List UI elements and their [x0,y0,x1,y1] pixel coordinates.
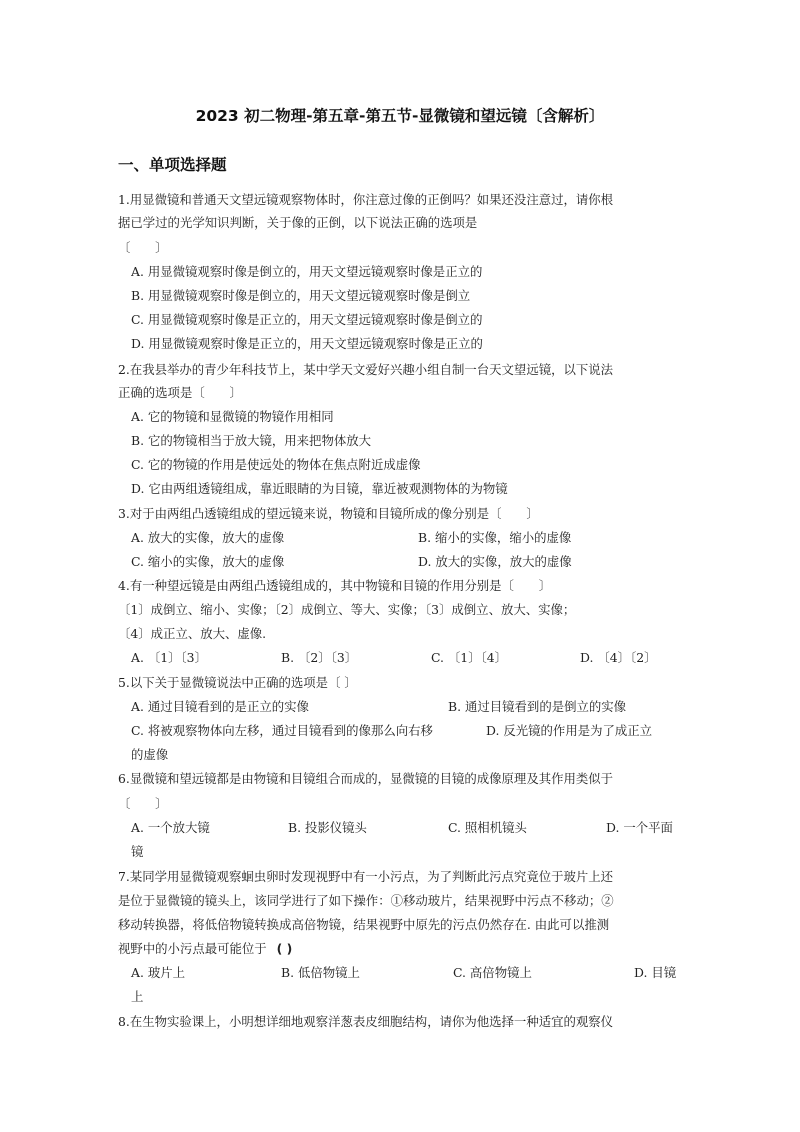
page-title: 2023 初二物理-第五章-第五节-显微镜和望远镜〔含解析〕 [195,107,605,125]
q3-stem: 3.对于由两组凸透镜组成的望远镜来说，物镜和目镜所成的像分别是〔 〕 [118,506,539,521]
q8-stem-line-1: 8.在生物实验课上，小明想详细地观察洋葱表皮细胞结构，请你为他选择一种适宜的观察仪 [118,1014,614,1029]
q5-stem: 5.以下关于显微镜说法中正确的选项是〔 〕 [118,675,357,690]
q2-stem-line-2: 正确的选项是〔 〕 [118,385,242,400]
q3-option-c: C. 缩小的实像，放大的虚像 [131,554,285,569]
q7-stem-text: 视野中的小污点最可能位于 [118,941,267,956]
q6-option-c: C. 照相机镜头 [448,820,527,835]
section-heading: 一、单项选择题 [118,156,227,174]
q7-option-a: A. 玻片上 [131,965,185,980]
q1-option-a: A. 用显微镜观察时像是倒立的，用天文望远镜观察时像是正立的 [131,264,483,279]
q4-options-row [131,650,691,666]
q5-options-row-1 [131,699,691,715]
q6-option-a: A. 一个放大镜 [131,820,210,835]
q5-option-c: C. 将被观察物体向左移，通过目镜看到的像那么向右移 [131,723,433,738]
q6-options-row [131,820,691,836]
q5-option-a: A. 通过目镜看到的是正立的实像 [131,699,309,714]
q6-option-d-continued: 镜 [131,844,144,859]
q4-option-c: C. 〔1〕〔4〕 [431,650,508,665]
q4-choices-line-2: 〔4〕成正立、放大、虚像. [118,626,267,641]
q5-option-d-continued: 的虚像 [131,747,169,762]
q4-option-b: B. 〔2〕〔3〕 [281,650,358,665]
q6-answer-paren: 〔 〕 [118,796,168,811]
q1-stem-line-2: 据已学过的光学知识判断，关于像的正倒，以下说法正确的选项是 [118,215,478,230]
q2-option-c: C. 它的物镜的作用是使远处的物体在焦点附近成虚像 [131,457,421,472]
q7-option-b: B. 低倍物镜上 [281,965,360,980]
q2-option-b: B. 它的物镜相当于放大镜，用来把物体放大 [131,433,372,448]
q2-option-a: A. 它的物镜和显微镜的物镜作用相同 [131,409,334,424]
q4-stem: 4.有一种望远镜是由两组凸透镜组成的，其中物镜和目镜的作用分别是〔 〕 [118,578,552,593]
q7-option-d-continued: 上 [131,989,144,1004]
q1-answer-paren: 〔 〕 [118,240,168,255]
q6-option-d: D. 一个平面 [606,820,673,835]
q7-options-row [131,965,691,981]
q7-stem-line-4 [118,941,684,957]
q6-option-b: B. 投影仪镜头 [288,820,367,835]
q4-option-a: A. 〔1〕〔3〕 [131,650,207,665]
q4-option-d: D. 〔4〕〔2〕 [580,650,657,665]
q2-stem-line-1: 2.在我县举办的青少年科技节上，某中学天文爱好兴趣小组自制一台天文望远镜，以下说法 [118,362,614,377]
q5-option-d: D. 反光镜的作用是为了成正立 [486,723,653,738]
q7-answer-paren: ( ) [276,941,293,956]
q3-option-a: A. 放大的实像，放大的虚像 [131,530,285,545]
q7-option-c: C. 高倍物镜上 [453,965,532,980]
q1-option-d: D. 用显微镜观察时像是正立的，用天文望远镜观察时像是正立的 [131,336,483,351]
q7-option-d: D. 目镜 [634,965,677,980]
q4-choices-line-1: 〔1〕成倒立、缩小、实像；〔2〕成倒立、等大、实像；〔3〕成倒立、放大、实像； [118,602,576,617]
q1-option-c: C. 用显微镜观察时像是正立的，用天文望远镜观察时像是倒立的 [131,312,483,327]
q1-option-b: B. 用显微镜观察时像是倒立的，用天文望远镜观察时像是倒立 [131,288,471,303]
q3-options-row-2 [131,554,691,570]
q5-options-row-2 [131,723,691,739]
q7-stem-line-3: 移动转换器，将低倍物镜转换成高倍物镜，结果视野中原先的污点仍然存在. 由此可以推测 [118,917,610,932]
q2-option-d: D. 它由两组透镜组成，靠近眼睛的为目镜，靠近被观测物体的为物镜 [131,481,508,496]
q3-option-b: B. 缩小的实像，缩小的虚像 [418,530,572,545]
q5-option-b: B. 通过目镜看到的是倒立的实像 [448,699,627,714]
q3-options-row-1 [131,530,691,546]
q7-stem-line-2: 是位于显微镜的镜头上，该同学进行了如下操作：①移动玻片，结果视野中污点不移动；② [118,893,614,908]
q3-option-d: D. 放大的实像，放大的虚像 [418,554,572,569]
q7-stem-line-1: 7.某同学用显微镜观察蛔虫卵时发现视野中有一小污点，为了判断此污点究竟位于玻片上还 [118,869,614,884]
q1-stem-line-1: 1.用显微镜和普通天文望远镜观察物体时，你注意过像的正倒吗？如果还没注意过，请你根 [118,192,614,207]
q6-stem: 6.显微镜和望远镜都是由物镜和目镜组合而成的，显微镜的目镜的成像原理及其作用类似于 [118,771,614,786]
